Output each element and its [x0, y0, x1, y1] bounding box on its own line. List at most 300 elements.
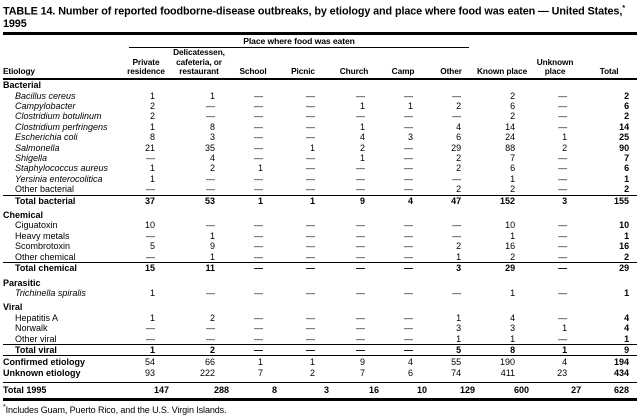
value-cell: 25 [619, 132, 630, 143]
col-header-known-place: Known place [475, 36, 529, 79]
row-label: Unknown etiology [3, 367, 81, 378]
etiology-row [3, 241, 637, 251]
col-header-camp: Camp [379, 48, 427, 79]
value-cell: — [404, 111, 413, 122]
value-cell: 23 [557, 367, 568, 378]
value-cell: 74 [451, 367, 462, 378]
value-cell: — [229, 344, 277, 355]
value-cell: 37 [123, 195, 169, 206]
value-cell: 4 [359, 132, 365, 143]
row-label: Ciguatoxin [15, 220, 58, 231]
value-cell: 1 [624, 287, 630, 298]
value-cell: — [254, 132, 263, 143]
value-cell: 8 [229, 383, 277, 399]
value-cell: — [558, 220, 568, 231]
value-cell: — [558, 333, 568, 344]
value-cell: — [558, 312, 568, 323]
col-header-total: Total [581, 36, 637, 79]
section-total-row [3, 263, 637, 274]
value-cell: — [404, 163, 413, 174]
etiology-row [3, 163, 637, 173]
col-header-school: School [229, 48, 277, 79]
table-title-year: 1995 [3, 17, 27, 30]
row-label: Other chemical [15, 251, 76, 262]
col-header-etiology: Etiology [3, 36, 123, 79]
value-cell: — [356, 333, 365, 344]
value-cell: — [254, 323, 263, 334]
header-row-spanner [3, 36, 637, 48]
value-cell: 1 [456, 312, 462, 323]
value-cell: — [404, 173, 413, 184]
value-cell: 14 [505, 121, 516, 132]
section-header-row [3, 206, 637, 220]
value-cell: 2 [209, 163, 215, 174]
value-cell: 2 [149, 101, 155, 111]
value-cell: — [404, 333, 413, 344]
value-cell: — [452, 220, 462, 231]
value-cell: 155 [581, 195, 637, 206]
row-label: Total bacterial [3, 195, 123, 206]
value-cell: 1 [149, 90, 155, 101]
value-cell: — [254, 90, 263, 101]
value-cell: 2 [456, 184, 462, 195]
value-cell: — [558, 241, 568, 252]
value-cell: 222 [199, 367, 215, 378]
table-title [3, 2, 637, 35]
value-cell: 1 [510, 173, 516, 184]
etiology-row [3, 101, 637, 111]
value-cell: — [356, 323, 365, 334]
value-cell: 3 [529, 195, 581, 206]
section-total-row [3, 195, 637, 206]
value-cell: — [529, 263, 581, 274]
value-cell: 2 [624, 90, 630, 101]
value-cell: 27 [529, 383, 581, 399]
value-cell: — [356, 251, 365, 262]
value-cell: 90 [619, 142, 630, 153]
value-cell: 3 [277, 383, 329, 399]
value-cell: 1 [149, 121, 155, 132]
value-cell: 2 [456, 241, 462, 252]
value-cell: — [404, 251, 413, 262]
row-label: Escherichia coli [15, 132, 78, 143]
value-cell: 7 [257, 367, 263, 378]
value-cell: 21 [144, 142, 155, 153]
value-cell: — [206, 220, 215, 231]
value-cell: 7 [624, 153, 630, 164]
value-cell: 1 [123, 344, 169, 355]
value-cell: — [356, 241, 365, 252]
value-cell: 628 [581, 383, 637, 399]
value-cell: 9 [329, 195, 379, 206]
value-cell: 2 [309, 367, 315, 378]
value-cell: 29 [451, 142, 462, 153]
value-cell: — [254, 142, 263, 153]
etiology-row [3, 153, 637, 163]
value-cell: 4 [624, 323, 630, 334]
value-cell: — [254, 230, 263, 241]
section-header-row [3, 79, 637, 90]
value-cell: 6 [624, 163, 630, 174]
value-cell: — [558, 173, 568, 184]
value-cell: 93 [144, 367, 155, 378]
value-cell: 8 [209, 121, 215, 132]
etiology-row [3, 252, 637, 263]
value-cell: — [306, 184, 315, 195]
value-cell: 2 [359, 142, 365, 153]
value-cell: 8 [149, 132, 155, 143]
value-cell: — [306, 312, 315, 323]
value-cell: 1 [456, 333, 462, 344]
table-title-text: TABLE 14. Number of reported foodborne-disease outbreaks, by etiology and place where food was eaten — United States, [3, 5, 623, 18]
value-cell: — [329, 263, 379, 274]
value-cell: 1 [309, 142, 315, 153]
value-cell: — [452, 287, 462, 298]
etiology-row [3, 174, 637, 184]
value-cell: 3 [456, 323, 462, 334]
value-cell: 10 [144, 220, 155, 231]
value-cell: — [356, 230, 365, 241]
value-cell: 5 [427, 344, 475, 355]
value-cell: — [306, 163, 315, 174]
etiology-row [3, 231, 637, 241]
section-total-row [3, 344, 637, 355]
row-label: Viral [3, 302, 23, 313]
value-cell: — [404, 142, 413, 153]
etiology-row [3, 111, 637, 121]
value-cell: — [356, 111, 365, 122]
value-cell: — [306, 132, 315, 143]
value-cell: — [254, 111, 263, 122]
value-cell: — [404, 230, 413, 241]
etiology-row [3, 323, 637, 333]
value-cell: 2 [456, 163, 462, 174]
value-cell: 16 [619, 241, 630, 252]
value-cell: 147 [123, 383, 169, 399]
value-cell: — [404, 312, 413, 323]
grand-total-row [3, 383, 637, 399]
value-cell: — [277, 263, 329, 274]
value-cell: 29 [475, 263, 529, 274]
value-cell: 7 [510, 153, 516, 164]
value-cell: 3 [427, 263, 475, 274]
value-cell: — [254, 333, 263, 344]
value-cell: 11 [169, 263, 229, 274]
value-cell: 2 [624, 111, 630, 122]
value-cell: — [404, 287, 413, 298]
value-cell: 5 [149, 241, 155, 252]
row-label: Hepatitis A [15, 312, 59, 323]
value-cell: 55 [427, 356, 475, 368]
value-cell: 152 [475, 195, 529, 206]
value-cell: — [254, 220, 263, 231]
value-cell: 1 [562, 323, 568, 334]
col-header-other: Other [427, 48, 475, 79]
row-label: Bacillus cereus [15, 90, 76, 101]
value-cell: — [356, 184, 365, 195]
value-cell: — [146, 153, 155, 164]
table-body [3, 79, 637, 399]
row-label: Total viral [3, 344, 123, 355]
value-cell: — [254, 101, 263, 111]
value-cell: 1 [359, 153, 365, 164]
value-cell: — [452, 90, 462, 101]
row-label: Other bacterial [15, 184, 75, 195]
etiology-row [3, 334, 637, 345]
value-cell: — [306, 220, 315, 231]
value-cell: — [206, 333, 215, 344]
value-cell: 1 [510, 287, 516, 298]
value-cell: — [558, 121, 568, 132]
value-cell: 24 [505, 132, 516, 143]
row-label: Total chemical [3, 263, 123, 274]
row-label: Yersinia enterocolitica [15, 173, 103, 184]
value-cell: — [146, 230, 155, 241]
value-cell: 9 [581, 344, 637, 355]
value-cell: — [452, 111, 462, 122]
col-header-church: Church [329, 48, 379, 79]
value-cell: — [146, 323, 155, 334]
value-cell: 9 [329, 356, 379, 368]
value-cell: 2 [169, 344, 229, 355]
value-cell: 2 [562, 142, 568, 153]
section-header-row [3, 298, 637, 312]
value-cell: — [306, 173, 315, 184]
value-cell: — [254, 173, 263, 184]
value-cell: — [452, 230, 462, 241]
footnote-text: Includes Guam, Puerto Rico, and the U.S. Virgin Islands. [5, 404, 227, 415]
value-cell: — [306, 153, 315, 164]
row-label: Scombrotoxin [15, 241, 71, 252]
value-cell: — [206, 184, 215, 195]
value-cell: — [404, 153, 413, 164]
value-cell: — [404, 121, 413, 132]
value-cell: 54 [123, 356, 169, 368]
value-cell: 6 [624, 101, 630, 111]
value-cell: 1 [149, 312, 155, 323]
value-cell: 1 [624, 173, 630, 184]
etiology-row [3, 313, 637, 323]
value-cell: 1 [456, 251, 462, 262]
value-cell: — [356, 312, 365, 323]
value-cell: — [558, 184, 568, 195]
value-cell: — [306, 90, 315, 101]
value-cell: 1 [510, 333, 516, 344]
value-cell: 10 [619, 220, 630, 231]
value-cell: — [356, 287, 365, 298]
value-cell: — [379, 344, 427, 355]
value-cell: 53 [169, 195, 229, 206]
value-cell: 47 [427, 195, 475, 206]
value-cell: 10 [379, 383, 427, 399]
value-cell: 4 [624, 312, 630, 323]
summary-row [3, 356, 637, 368]
value-cell: — [306, 121, 315, 132]
row-label: Trichinella spiralis [15, 287, 86, 298]
etiology-row [3, 143, 637, 153]
value-cell: 10 [505, 220, 516, 231]
table-header [3, 36, 637, 79]
value-cell: 6 [510, 163, 516, 174]
value-cell: 1 [149, 173, 155, 184]
value-cell: 1 [257, 163, 263, 174]
value-cell: — [146, 333, 155, 344]
value-cell: 2 [510, 111, 516, 122]
value-cell: 4 [456, 121, 462, 132]
value-cell: — [254, 251, 263, 262]
value-cell: — [356, 173, 365, 184]
value-cell: 1 [209, 90, 215, 101]
value-cell: — [254, 287, 263, 298]
row-label: Chemical [3, 210, 44, 221]
value-cell: 3 [510, 323, 516, 334]
value-cell: 1 [624, 333, 630, 344]
value-cell: 2 [624, 184, 630, 195]
col-header-private-residence: Private residence [123, 48, 169, 79]
col-group-place-eaten-label: Place where food was eaten [129, 36, 469, 48]
row-label: Salmonella [15, 142, 60, 153]
value-cell: 1 [149, 287, 155, 298]
value-cell: — [356, 220, 365, 231]
value-cell: 2 [510, 184, 516, 195]
value-cell: 1 [359, 121, 365, 132]
value-cell: — [558, 163, 568, 174]
value-cell: — [254, 184, 263, 195]
value-cell: 35 [204, 142, 215, 153]
value-cell: — [404, 241, 413, 252]
value-cell: 3 [209, 132, 215, 143]
value-cell: — [254, 121, 263, 132]
value-cell: — [229, 263, 277, 274]
value-cell: — [558, 287, 568, 298]
value-cell: 2 [209, 312, 215, 323]
summary-row [3, 368, 637, 383]
section-header-row [3, 274, 637, 288]
value-cell: 2 [510, 90, 516, 101]
value-cell: 2 [624, 251, 630, 262]
etiology-row [3, 184, 637, 195]
etiology-row [3, 91, 637, 101]
value-cell: — [146, 184, 155, 195]
col-header-delicatessen-cafeteria-restaurant: Delicatessen, cafeteria, or restaurant [169, 48, 229, 79]
value-cell: — [452, 173, 462, 184]
row-label: Campylobacter [15, 101, 76, 111]
value-cell: 190 [475, 356, 529, 368]
value-cell: — [206, 323, 215, 334]
value-cell: 16 [329, 383, 379, 399]
col-header-unknown-place: Unknown place [529, 36, 581, 79]
value-cell: — [356, 90, 365, 101]
value-cell: — [277, 344, 329, 355]
etiology-row [3, 132, 637, 142]
value-cell: 434 [614, 367, 630, 378]
value-cell: 1 [229, 356, 277, 368]
value-cell: — [254, 312, 263, 323]
value-cell: 1 [529, 344, 581, 355]
value-cell: 2 [456, 101, 462, 111]
value-cell: 1 [209, 251, 215, 262]
etiology-row [3, 288, 637, 298]
row-label: Norwalk [15, 323, 48, 334]
table-footnote [3, 401, 637, 415]
value-cell: — [329, 344, 379, 355]
row-label: Clostridium perfringens [15, 121, 108, 132]
value-cell: — [306, 230, 315, 241]
value-cell: 600 [475, 383, 529, 399]
footnote-marker: * [3, 403, 6, 411]
value-cell: 6 [407, 367, 413, 378]
row-label: Shigella [15, 153, 48, 164]
value-cell: 16 [505, 241, 516, 252]
value-cell: 1 [277, 356, 329, 368]
value-cell: — [306, 101, 315, 111]
row-label: Heavy metals [15, 230, 70, 241]
value-cell: 1 [277, 195, 329, 206]
value-cell: — [254, 241, 263, 252]
value-cell: 4 [510, 312, 516, 323]
value-cell: 2 [456, 153, 462, 164]
value-cell: — [254, 153, 263, 164]
value-cell: — [306, 323, 315, 334]
value-cell: 2 [510, 251, 516, 262]
value-cell: — [404, 323, 413, 334]
value-cell: — [558, 251, 568, 262]
value-cell: 4 [379, 195, 427, 206]
value-cell: 194 [581, 356, 637, 368]
title-footnote-marker: * [622, 3, 626, 12]
row-label: Clostridium botulinum [15, 111, 102, 122]
value-cell: — [206, 111, 215, 122]
value-cell: 6 [456, 132, 462, 143]
value-cell: 66 [169, 356, 229, 368]
value-cell: 1 [407, 101, 413, 111]
value-cell: — [206, 287, 215, 298]
row-label: Parasitic [3, 277, 41, 288]
value-cell: 129 [427, 383, 475, 399]
value-cell: — [306, 111, 315, 122]
value-cell: 4 [379, 356, 427, 368]
value-cell: — [558, 111, 568, 122]
value-cell: 3 [407, 132, 413, 143]
value-cell: 1 [562, 132, 568, 143]
col-header-picnic: Picnic [277, 48, 329, 79]
value-cell: 8 [475, 344, 529, 355]
value-cell: 1 [149, 163, 155, 174]
value-cell: — [558, 101, 568, 111]
row-label: Confirmed etiology [3, 356, 123, 368]
row-label: Total 1995 [3, 383, 123, 399]
value-cell: — [206, 101, 215, 111]
value-cell: 1 [510, 230, 516, 241]
value-cell: — [379, 263, 427, 274]
etiology-row [3, 122, 637, 132]
value-cell: 1 [624, 230, 630, 241]
value-cell: 7 [359, 367, 365, 378]
value-cell: 411 [500, 367, 516, 378]
value-cell: 288 [169, 383, 229, 399]
value-cell: 6 [510, 101, 516, 111]
value-cell: — [558, 90, 568, 101]
value-cell: 29 [581, 263, 637, 274]
value-cell: — [356, 163, 365, 174]
value-cell: — [306, 251, 315, 262]
value-cell: — [306, 333, 315, 344]
value-cell: — [558, 230, 568, 241]
value-cell: 1 [359, 101, 365, 111]
value-cell: — [404, 220, 413, 231]
value-cell: — [404, 90, 413, 101]
row-label: Staphylococcus aureus [15, 163, 109, 174]
